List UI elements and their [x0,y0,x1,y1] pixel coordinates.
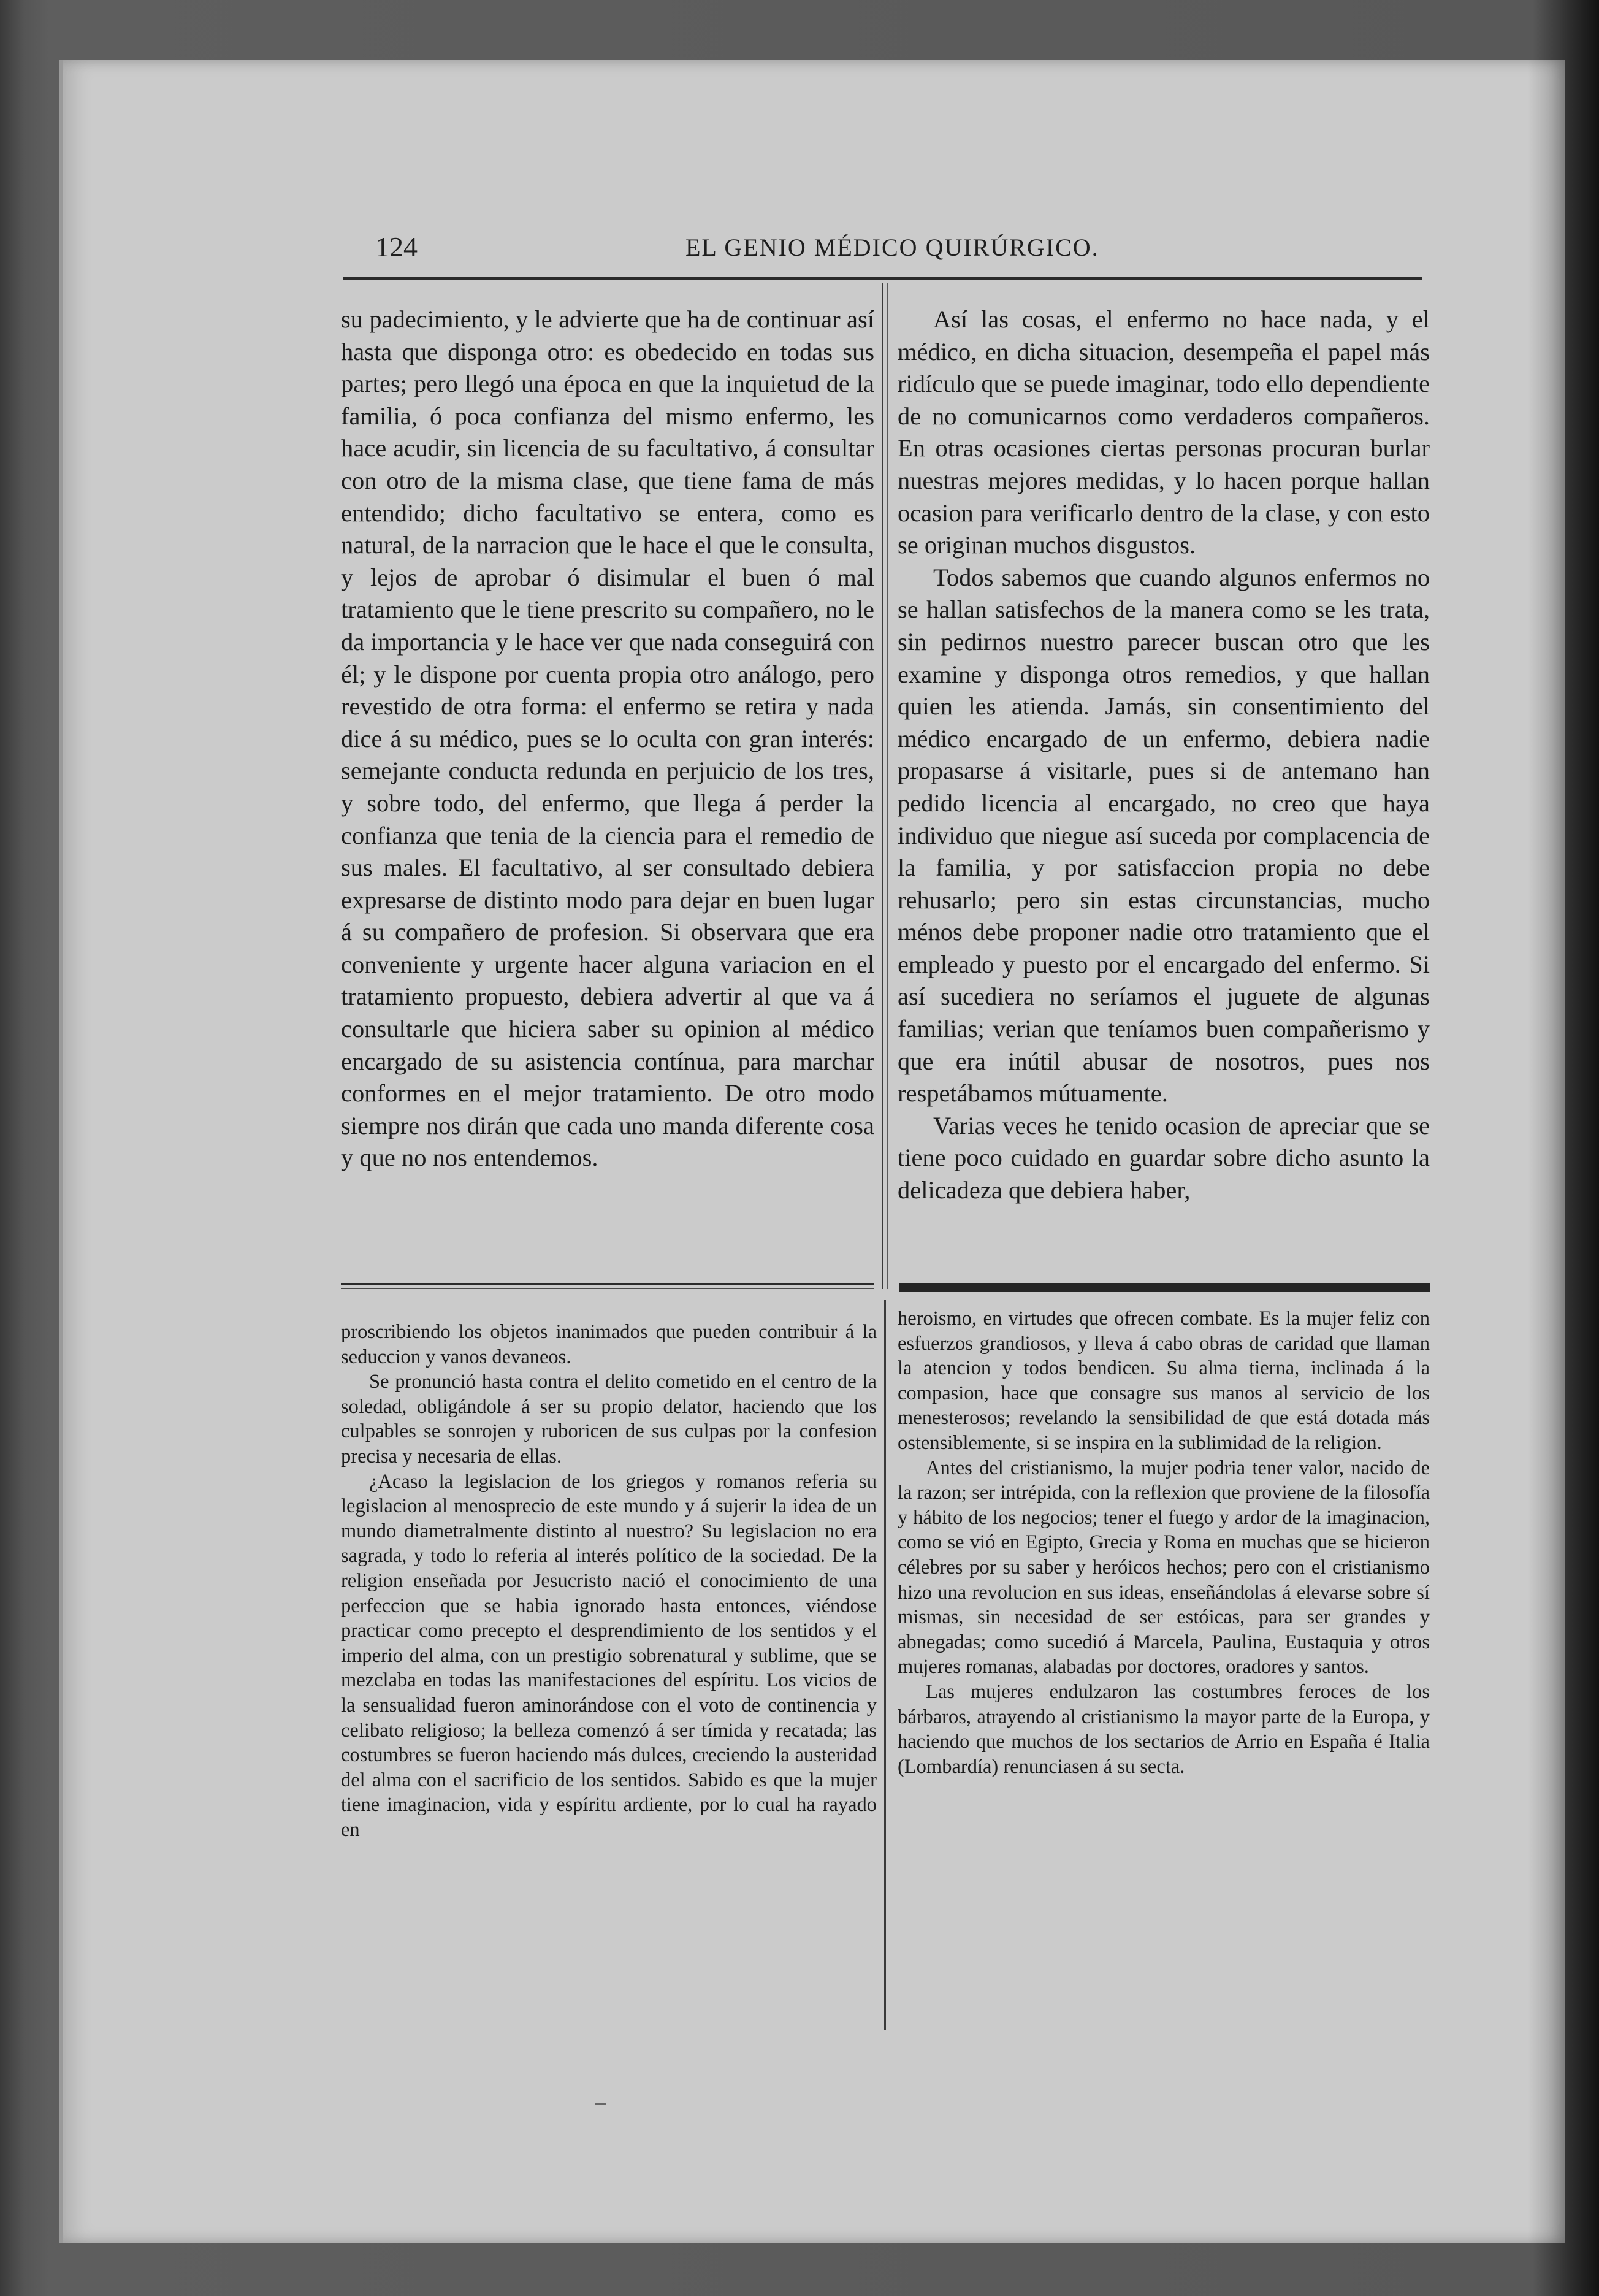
upper-right-column [898,304,1430,1272]
page-header [367,228,1427,266]
column-divider-upper [882,283,883,1289]
page-number: 124 [375,231,418,262]
paragraph: Todos sabemos que cuando algunos enfermos no se hallan satisfechos de la manera como se les trata, sin pedirnos nuestro parecer buscan otro que les examine y disponga otros remedios, y que hallan quien les atienda. Jamás, sin consentimiento del médico encargado de un enfermo, debiera nadie propasarse á visitarle, pues si de antemano han pedido licencia al encargado, no creo que haya individuo que niegue así suceda por complacencia de la familia, y por satisfaccion propia no debe rehusarlo; pero sin estas circunstancias, mucho ménos debe proponer nadie otro tratamiento que el empleado y puesto por el encargado del enfermo. Si así sucediera no seríamos el juguete de algunas familias; verian que teníamos buen compañerismo y que era inútil abusar de nosotros, pues nos respetábamos mútuamente. [898,563,1430,1108]
paragraph: heroismo, en virtudes que ofrecen combate. Es la mujer feliz con esfuerzos grandiosos, y lleva á cabo obras de caridad que llaman la atencion y todos bendicen. Su alma tierna, inclinada á la compasion, hace que consagre sus manos al servicio de los menesterosos; revelando la sensibilidad de que está dotada más ostensiblemente, si se inspira en la sublimidad de la religion. [898,1307,1430,1454]
paragraph: su padecimiento, y le advierte que ha de continuar así hasta que disponga otro: es obedecido en todas sus partes; pero llegó una época en que la inquietud de la familia, ó poca confianza del mismo enfermo, les hace acudir, sin licencia de su facultativo, á consultar con otro de la misma clase, que tiene fama de más entendido; dicho facultativo se entera, como es natural, de la narracion que le hace el que le consulta, y lejos de aprobar ó disimular el buen ó mal tratamiento que le tiene prescrito su compañero, no le da importancia y le hace ver que nada conseguirá con él; y le dispone por cuenta propia otro análogo, pero revestido de otra forma: el enfermo se retira y nada dice á su médico, pues se lo oculta con gran interés: semejante conducta redunda en perjuicio de los tres, y sobre todo, del enfermo, que llega á perder la confianza que tenia de la ciencia para el remedio de sus males. El facultativo, al ser consultado debiera expresarse de distinto modo para dejar en buen lugar á su compañero de profesion. Si observara que era conveniente y urgente hacer alguna variacion en el tratamiento propuesto, debiera advertir al que va á consultarle que hiciera saber su opinion al médico encargado de su asistencia contínua, para marchar conformes en el mejor tratamiento. De otro modo siempre nos dirán que cada uno manda diferente cosa y que no nos entendemos. [341,305,874,1172]
header-rule [343,277,1422,280]
paragraph: Las mujeres endulzaron las costumbres feroces de los bárbaros, atrayendo al cristianismo la mayor parte de la Europa, y haciendo que muchos de los sectarios de Arrio en España é Italia (Lombardía) renunciasen á su secta. [898,1680,1430,1778]
lower-left-column [341,1320,877,2025]
upper-left-column [341,304,874,1272]
paragraph: ¿Acaso la legislacion de los griegos y romanos referia su legislacion al menosprecio de este mundo y á sujerir la idea de un mundo diametralmente distinto al nuestro? Su legislacion no era sagrada, y todo lo referia al interés político de la sociedad. De la religion enseñada por Jesucristo nació el conocimiento de una perfeccion que se habia ignorado hasta entonces, viéndose practicar como precepto el desprendimiento de los sentidos y el imperio del alma, con un prestigio sobrenatural y sublime, que se mezclaba en todas las manifestaciones del espíritu. Los vicios de la sensualidad fueron aminorándose con el voto de continencia y celibato religioso; la belleza comenzó á ser tímida y recatada; las costumbres se fueron haciendo más dulces, creciendo la austeridad del alma con el sacrificio de los sentidos. Sabido es que la mujer tiene imaginacion, vida y espíritu ardiente, por lo cual ha rayado en [341,1470,877,1841]
paragraph: proscribiendo los objetos inanimados que pueden contribuir á la seduccion y vanos devaneos. [341,1321,877,1368]
running-title: EL GENIO MÉDICO QUIRÚRGICO. [685,234,1099,261]
paragraph: Varias veces he tenido ocasion de apreciar que se tiene poco cuidado en guardar sobre dicho asunto la delicadeza que debiera haber, [898,1111,1430,1204]
paragraph: Se pronunció hasta contra el delito cometido en el centro de la soledad, obligándole á ser su propio delator, haciendo que los culpables se sonrojen y ruboricen de sus culpas por la confesion precisa y necesaria de ellas. [341,1371,877,1468]
lower-right-column [898,1306,1430,2025]
column-divider-lower [884,1300,886,2030]
paragraph: Antes del cristianismo, la mujer podria tener valor, nacido de la razon; ser intrépida, con la reflexion que proviene de la filosofía y hábito de los negocios; tener el fuego y ardor de la imaginacion, como se vió en Egipto, Grecia y Roma en muchas que se hicieron célebres por su saber y heróicos hechos; pero con el cristianismo hizo una revolucion en sus ideas, enseñándolas á elevarse sobre sí mismas, sin necesidad de ser estóicas, para ser grandes y abnegadas; como sucedió á Marcela, Paulina, Eustaquia y otros mujeres romanas, alabadas por doctores, oradores y santos. [898,1456,1430,1678]
paragraph: Así las cosas, el enfermo no hace nada, y el médico, en dicha situacion, desempeña el papel más ridículo que se puede imaginar, todo ello dependiente de no comunicarnos como verdaderos compañeros. En otras ocasiones ciertas personas procuran burlar nuestras mejores medidas, y lo hacen porque hallan ocasion para verificarlo dentro de la clase, y con esto se originan muchos disgustos. [898,305,1430,559]
section-divider-right [899,1283,1430,1292]
section-divider-left [341,1283,874,1289]
page-gutter-shadow [1528,60,1565,2243]
page-mark [595,2103,606,2105]
column-divider-upper-secondary [887,283,888,1289]
